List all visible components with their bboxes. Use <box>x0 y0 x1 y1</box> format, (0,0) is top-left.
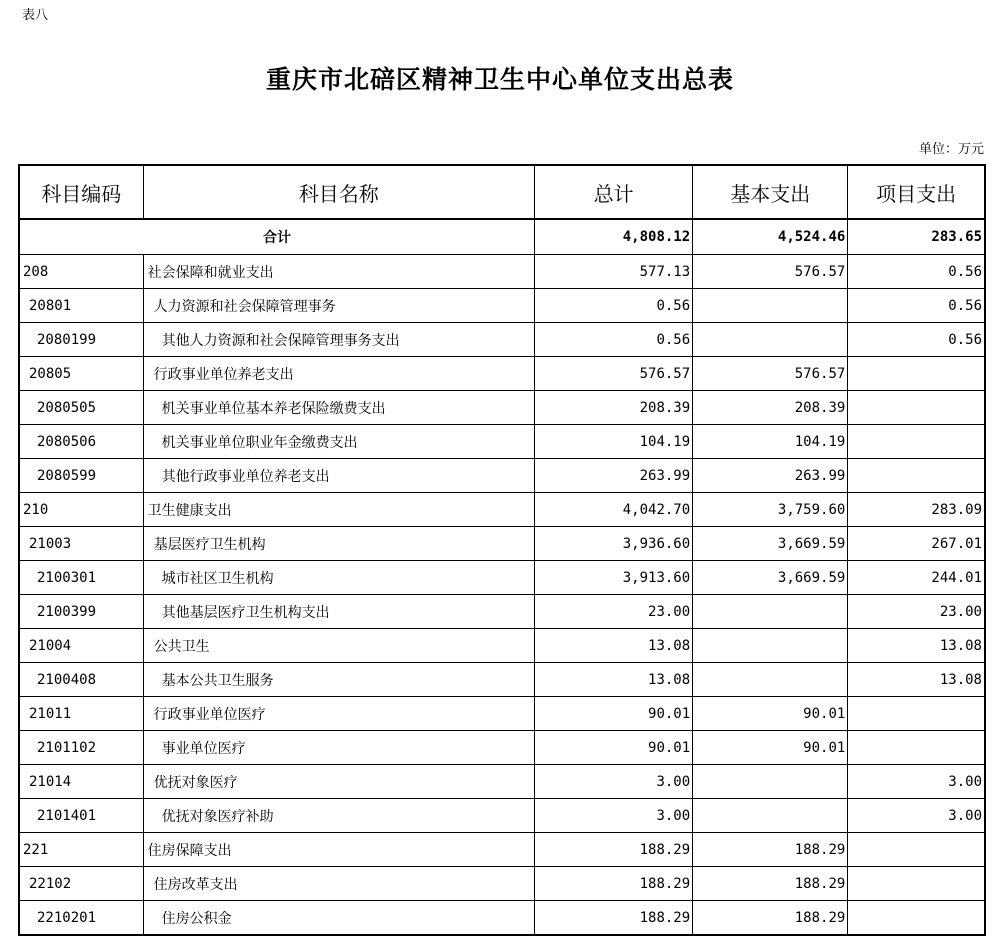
row-name: 行政事业单位养老支出 <box>143 357 534 391</box>
row-code: 21004 <box>19 629 143 663</box>
row-project: 13.08 <box>848 629 985 663</box>
row-basic: 3,669.59 <box>693 527 848 561</box>
row-project <box>848 731 985 765</box>
row-total: 3.00 <box>535 799 693 833</box>
total-label: 合计 <box>19 219 535 255</box>
row-name: 社会保障和就业支出 <box>143 255 534 289</box>
row-code: 2080506 <box>19 425 143 459</box>
row-project: 23.00 <box>848 595 985 629</box>
row-name: 其他基层医疗卫生机构支出 <box>143 595 534 629</box>
row-name: 基层医疗卫生机构 <box>143 527 534 561</box>
row-total: 104.19 <box>535 425 693 459</box>
row-total: 4,042.70 <box>535 493 693 527</box>
row-basic: 188.29 <box>693 833 848 867</box>
table-row <box>19 867 985 901</box>
row-project: 0.56 <box>848 255 985 289</box>
row-total: 188.29 <box>535 867 693 901</box>
total-total: 4,808.12 <box>535 219 693 255</box>
row-project: 13.08 <box>848 663 985 697</box>
row-name: 人力资源和社会保障管理事务 <box>143 289 534 323</box>
table-header-row <box>19 165 985 219</box>
row-code: 21011 <box>19 697 143 731</box>
row-total: 23.00 <box>535 595 693 629</box>
row-name: 卫生健康支出 <box>143 493 534 527</box>
row-code: 21014 <box>19 765 143 799</box>
row-project: 244.01 <box>848 561 985 595</box>
table-row <box>19 663 985 697</box>
row-total: 3.00 <box>535 765 693 799</box>
row-name: 其他行政事业单位养老支出 <box>143 459 534 493</box>
table-row <box>19 357 985 391</box>
row-name: 基本公共卫生服务 <box>143 663 534 697</box>
row-project: 3.00 <box>848 765 985 799</box>
table-row <box>19 901 985 936</box>
row-project: 0.56 <box>848 289 985 323</box>
row-project: 3.00 <box>848 799 985 833</box>
row-code: 210 <box>19 493 143 527</box>
row-code: 2101102 <box>19 731 143 765</box>
row-basic: 188.29 <box>693 867 848 901</box>
row-code: 22102 <box>19 867 143 901</box>
row-code: 20805 <box>19 357 143 391</box>
row-total: 3,936.60 <box>535 527 693 561</box>
expenditure-table <box>18 164 986 936</box>
row-total: 576.57 <box>535 357 693 391</box>
row-basic <box>693 289 848 323</box>
row-project <box>848 867 985 901</box>
row-basic <box>693 799 848 833</box>
table-row <box>19 731 985 765</box>
header-code: 科目编码 <box>19 165 143 219</box>
row-total: 208.39 <box>535 391 693 425</box>
table-row <box>19 799 985 833</box>
row-basic <box>693 663 848 697</box>
row-total: 90.01 <box>535 697 693 731</box>
row-code: 2100301 <box>19 561 143 595</box>
row-basic: 263.99 <box>693 459 848 493</box>
row-code: 2080599 <box>19 459 143 493</box>
row-project: 0.56 <box>848 323 985 357</box>
row-basic <box>693 765 848 799</box>
row-name: 行政事业单位医疗 <box>143 697 534 731</box>
table-row <box>19 561 985 595</box>
row-code: 2100399 <box>19 595 143 629</box>
row-code: 208 <box>19 255 143 289</box>
row-project <box>848 357 985 391</box>
row-total: 188.29 <box>535 901 693 936</box>
table-row <box>19 765 985 799</box>
row-total: 0.56 <box>535 323 693 357</box>
table-row <box>19 459 985 493</box>
row-basic <box>693 629 848 663</box>
total-basic: 4,524.46 <box>693 219 848 255</box>
row-project <box>848 425 985 459</box>
row-name: 机关事业单位职业年金缴费支出 <box>143 425 534 459</box>
table-row <box>19 323 985 357</box>
header-name: 科目名称 <box>143 165 534 219</box>
table-number-label: 表八 <box>22 8 49 23</box>
table-row <box>19 391 985 425</box>
header-total: 总计 <box>535 165 693 219</box>
row-code: 2101401 <box>19 799 143 833</box>
row-total: 0.56 <box>535 289 693 323</box>
row-name: 公共卫生 <box>143 629 534 663</box>
row-code: 21003 <box>19 527 143 561</box>
row-project: 283.09 <box>848 493 985 527</box>
row-total: 263.99 <box>535 459 693 493</box>
row-basic: 104.19 <box>693 425 848 459</box>
row-name: 机关事业单位基本养老保险缴费支出 <box>143 391 534 425</box>
row-project <box>848 697 985 731</box>
header-project: 项目支出 <box>848 165 985 219</box>
header-basic: 基本支出 <box>693 165 848 219</box>
row-basic: 90.01 <box>693 731 848 765</box>
row-code: 2080505 <box>19 391 143 425</box>
row-code: 20801 <box>19 289 143 323</box>
row-project: 267.01 <box>848 527 985 561</box>
row-basic: 3,669.59 <box>693 561 848 595</box>
row-project <box>848 391 985 425</box>
row-name: 事业单位医疗 <box>143 731 534 765</box>
row-code: 2080199 <box>19 323 143 357</box>
unit-label: 单位：万元 <box>918 142 984 157</box>
table-row <box>19 289 985 323</box>
table-row <box>19 493 985 527</box>
row-basic: 3,759.60 <box>693 493 848 527</box>
row-code: 2210201 <box>19 901 143 936</box>
row-total: 188.29 <box>535 833 693 867</box>
table-row <box>19 527 985 561</box>
row-basic: 90.01 <box>693 697 848 731</box>
row-total: 13.08 <box>535 663 693 697</box>
row-total: 13.08 <box>535 629 693 663</box>
table-row <box>19 833 985 867</box>
row-basic <box>693 595 848 629</box>
row-total: 90.01 <box>535 731 693 765</box>
row-code: 221 <box>19 833 143 867</box>
total-project: 283.65 <box>848 219 985 255</box>
row-total: 577.13 <box>535 255 693 289</box>
row-name: 住房公积金 <box>143 901 534 936</box>
total-row <box>19 219 985 255</box>
row-project <box>848 459 985 493</box>
row-name: 优抚对象医疗补助 <box>143 799 534 833</box>
row-basic: 576.57 <box>693 357 848 391</box>
row-basic: 576.57 <box>693 255 848 289</box>
table-row <box>19 425 985 459</box>
row-basic <box>693 323 848 357</box>
table-row <box>19 629 985 663</box>
table-row <box>19 595 985 629</box>
row-name: 住房保障支出 <box>143 833 534 867</box>
page-title: 重庆市北碚区精神卫生中心单位支出总表 <box>265 65 734 94</box>
row-total: 3,913.60 <box>535 561 693 595</box>
row-code: 2100408 <box>19 663 143 697</box>
row-name: 住房改革支出 <box>143 867 534 901</box>
table-row <box>19 255 985 289</box>
row-basic: 188.29 <box>693 901 848 936</box>
row-name: 其他人力资源和社会保障管理事务支出 <box>143 323 534 357</box>
table-row <box>19 697 985 731</box>
row-name: 城市社区卫生机构 <box>143 561 534 595</box>
row-project <box>848 901 985 936</box>
row-basic: 208.39 <box>693 391 848 425</box>
row-project <box>848 833 985 867</box>
row-name: 优抚对象医疗 <box>143 765 534 799</box>
